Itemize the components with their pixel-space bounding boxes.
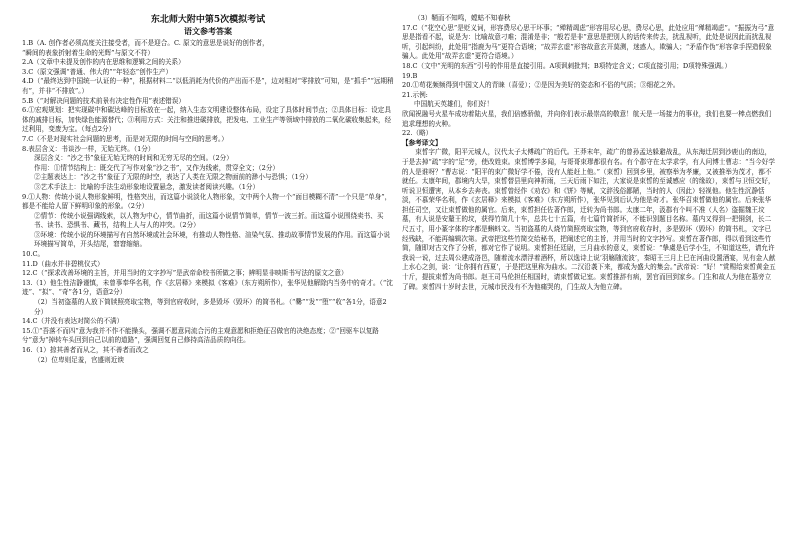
answer-line: 18.C（文中“光明的东西”引号的作用是直接引用。A项讽刺批判；B项特定含义；C项直接引用；D项特殊强调。） xyxy=(402,61,732,70)
answer-line: 13.（1）他生性洁静谨慎，未曾事奉华名利，作《玄居释》来模拟《客难》（东方朔所作），张华见他解除内当务中的奇才。（“沈迹”、“拟”、“奇”各1分，语意2分） xyxy=(22,278,393,297)
answer-line: 6.①宏观规划：把实现碳中和碳达峰的目标放在一起，纳入生态文明建设整体布局，设定了具体时间节点；②具体目标：设定具体的减排目标，加快绿色能源替代；③利用方式：关注和推进碳排放，把发电、工业生产等领域中排放的二氧化碳收集起来，经过利用，变废为宝。（每点2分） xyxy=(22,106,392,134)
answer-line: 深层含义：“沙之书”象征无始无终的时间和无穷无尽的空间。（2分） xyxy=(34,154,233,163)
answer-line: 4.D（“最终达到中国统一认证的一种”，根据材料二“以低消耗为代价的产出而不是”，边对相对“零排放”可知，是“抓手”“远期稍有”，并非“不排放”。） xyxy=(22,77,394,95)
answer-line: 8.表层含义：书谈沙一样，无始无终。（1分） xyxy=(22,144,155,153)
left-column xyxy=(22,14,394,365)
answer-line: 3.C（原文强调“普通、伟大的”“年轻态”创作生产） xyxy=(22,67,173,76)
answer-line: 1.B（A. 创作者必须高度关注接受者，而不是迎合。C. 原文的意思是说好的创作者， xyxy=(22,39,269,47)
answer-line: 17.C（“花空心思”是贬义词，形容费尽心思干坏事；“殚精竭虑”形容用尽心思，费尽心思，此处应用“殚精竭虑”。“振振为弓”意思是指看不起，说是为：比喻故意刁难；混淆是非；“般若是非”意思是把别人的话传来传去，扰乱视听，此处是说因此而扰乱视听，引起纠纷，此处用“指鹿为马”更符合语境；“故弄玄虚”形容故意玄开莫测，迷惑人，欺骗人；“矛盾作伪”形容拿手捏造假象骗人。此处用“故弄玄虚”更符合语境。） xyxy=(402,23,775,61)
answer-line: 7.C（不是对现实社会问题的思考，而是对无限的时间与空间的思考。） xyxy=(22,134,228,143)
answer-line: 11.D（曲水并非碧桃仪式） xyxy=(22,259,104,268)
left-answer-list xyxy=(22,39,394,365)
answer-line: （2）位卑则足羞，官盛则近谀 xyxy=(34,355,124,364)
answer-line: “瞬间的表象折射着生命的光辉”与原文不符） xyxy=(22,48,155,57)
answer-line: （2）当初盗墓的人放下简牍照亮取宝物，等到官府收时，多是毁坏（毁坏）的简书札。（“爨”“发”“堕”“收”各1分，语意2分） xyxy=(34,298,387,316)
answer-line: 14.C（并没有表达对简公的不满） xyxy=(22,317,124,326)
answer-line: ③艺术手法上：比喻的手法生动形象地设置悬念，激发读者阅读兴趣。（1分） xyxy=(34,182,260,191)
answer-line: ②情节：传统小说强调线索，以人物为中心，情节曲折，而这篇小说情节简单，情节一波三折。而这篇小说围绕卖书、买书、读书、恐惧书、藏书，结构上人与人的冲突。（2分） xyxy=(34,211,384,230)
document-title: 东北师大附中第5次模拟考试 xyxy=(150,15,266,25)
answer-line: ③环境：传统小说的环境描写有自然环境或社会环境，有推动人物性格、渲染气氛、推动故事情节发展的作用。而这篇小说环境描写简单，开头结尾，窘窘缩缩。 xyxy=(34,230,391,249)
answer-line: 中国航天英雄们，你们好！ xyxy=(414,100,494,109)
answer-line: 12.C（“探求改善环境的主旨，并用当时的文字抄写”是武帝命校书所做之事；辨明显非映斯书写法的原文之意） xyxy=(22,269,348,278)
answer-line: 欣闻祝融号火星车成功着陆火星，我们倍感骄傲，并向你们表示最崇高的敬意！航天是一场接力的事业，我们也要一棒点燃我们追求理想的火种。 xyxy=(402,109,772,128)
answer-line: 21.示例: xyxy=(402,90,428,99)
right-column xyxy=(402,14,776,292)
answer-line: 2.A（文章中未提及创作的内在思维和逻辑之间的关系） xyxy=(22,58,185,67)
answer-line: ②主题表达上：“沙之书”象征了无限的时空，表达了人类在无限之物面前的渺小与恐惧；（1分） xyxy=(34,173,312,182)
answer-line: 19.B xyxy=(402,71,418,80)
answer-line: 22.（略） xyxy=(402,129,433,138)
answer-line: 15.①“吾落不而四”意为我并不作不能操头，强调不愿意同流合污的主观意愿和拒绝征召做官的决绝态度；②“回驱车以复路兮”意为“掉转车头回到自己以前的道路”，强调回复自己修持高洁品质的向往。 xyxy=(22,326,379,345)
document-subtitle: 语文参考答案 xyxy=(184,26,232,36)
answer-line: 10.C。 xyxy=(22,250,45,259)
answer-line: 【参考译文】 xyxy=(402,138,442,147)
answer-line: 20.①苟花频频得到中国文人的青睐（喜爱）；②是因为美好的姿态和不俗的气质；③细花之外。 xyxy=(402,81,680,90)
answer-line: 束皙字广微，阳平元城人，汉代太子太傅疏广的后代。王莽末年，疏广的曾孙孟达躲避战乱，从东海迁居到沙鹿山的南边，于是去掉“疏”字的“足”旁，使改姓束。束皙博学多闻，与哥哥束璆都很有名。有个郡守在太学求学，有人问博士曹志：“当今好学的人是谁呀？”曹志说：“阳平的束广微好学不倦，没有人能赶上他。”（束皙）回到乡里，被察举为孝廉，又被推举为茂才，都不就任。太康年间，郡境内大旱，束皙替县里向神祈雨，三天后雨下如注，大家说是束皙的至诚感应（的缘故），束皙与卫恒交好，听说卫恒遭害，从本乡去奔丧。束皙曾经作《劝农》和《饼》等赋，文辞浅俗鄙陋，当时的人（因此）轻视他。他生性沉静恬淡，不慕荣华名利，作《玄居释》来模拟《客难》（东方朔所作），张华见到后认为他是奇才。张华召束皙做他的属官。后来张华担任司空，又让束皙做他的属官。后来，束皙担任佐著作郎，迁转为尚书郎。太康二年，汲郡有个叫不准（人名）盗掘魏王坟墓，有人说是安釐王的坟，获得竹简几十车，总共七十五篇，有七篇竹简折坏，不能识别题目名称。墓内又得到一把铜剑，长二尺五寸，用小篆字体的字都是蝌蚪文。当初盗墓的人烧竹简照亮取宝物，等到官府收存时，多是毁坏（毁坏）的简书札，文字已经残缺，不能再编辑次第。武帝把这些竹简交给秘书，把阐述它的主旨，并用当时的文字抄写。束皙在著作郎，得以看到这些竹简，随即对古文作了分析，都对它作了说明。束皙担任廷尉，三月曲水的意义，束皙说：“挚虞是后学小生，不知道这些，请允许我说一说，过去周公建成洛邑，随着流水漂浮着酒杯，所以逸诗上说‘羽觞随流波’，秦昭王三月上巳在河曲设置酒宴，见有金人献上水心之剑，说：‘让你拥有西夏’，于是把这里称为曲水。二汉沿袭下来，都成为盛大的集会。”武帝说：“好！”赏赐给束皙黄金五十斤，提拔束皙为尚书郎。赵王司马伦担任相国时，请束皙做记室。束皙推辞有病，罢官而回到家乡。门生和故人为他在墓旁立了碑。束皙四十岁时去世，元城市民没有不为他痛哭的，门生故人为他立碑。 xyxy=(402,148,776,291)
answer-line: （3）鞘而不知鸣，螳蛄不知春秋 xyxy=(414,14,511,22)
answer-line: 作用：①情节结构上：既交代了写作对象“沙之书”，又作为线索，贯穿全文；（2分） xyxy=(34,163,280,172)
right-answer-list xyxy=(402,14,776,292)
answer-line: 9.①人物：传统小说人物形象鲜明，性格突出，而这篇小说淡化人物形象，文中两个人物一个“面目模糊不清”一个只是“单身”，都是不能给人留下鲜明印象的形象。（2分） xyxy=(22,192,392,211)
answer-line: 16.（1）掠其善者而从之，其不善者而改之 xyxy=(22,346,149,354)
answer-line: 5.B（“对解决问题的技术前景有决定性作用”表述错误） xyxy=(22,96,185,105)
